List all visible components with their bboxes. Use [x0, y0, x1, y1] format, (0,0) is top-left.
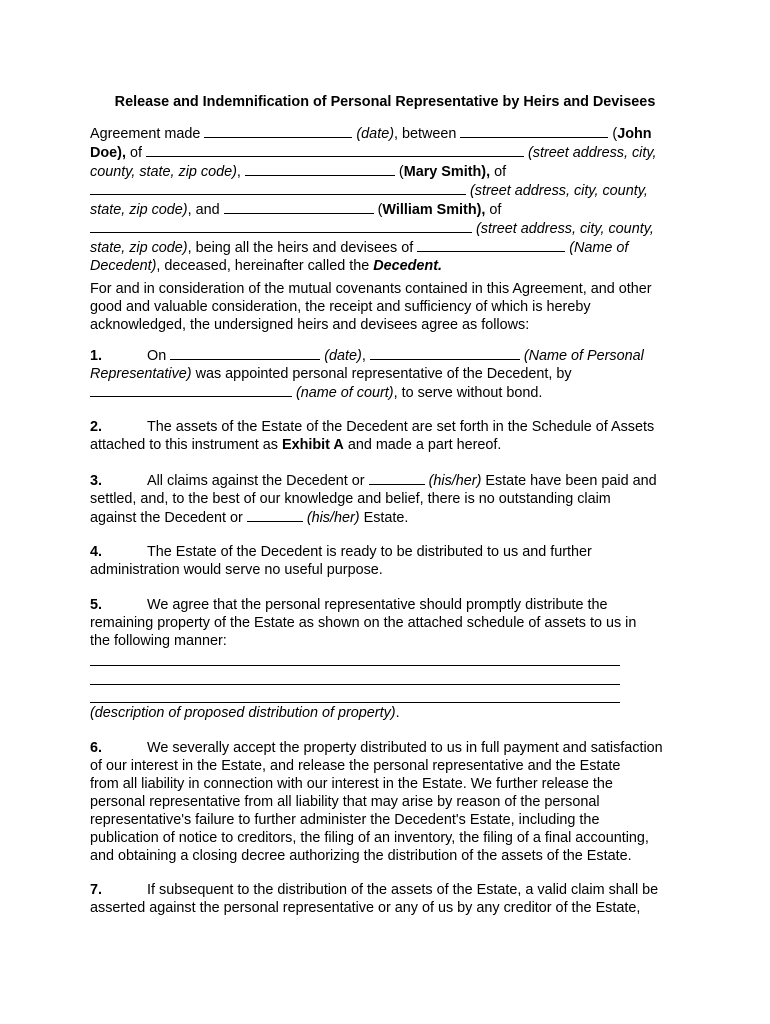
decedent-name-blank[interactable]	[417, 238, 565, 252]
intro-line-6: (street address, city, county,	[90, 219, 690, 238]
intro-line-1: Agreement made (date), between (John	[90, 126, 652, 142]
distribution-description: (description of proposed distribution of property).	[90, 705, 400, 721]
paragraph-5: 5. We agree that the personal representative should promptly distribute the remaining property of the Estate as shown on the attached schedule of assets to us in the following manner:	[90, 597, 637, 649]
paragraph-6: 6. We severally accept the property distributed to us in full payment and satisfaction of our interest in the Estate, and release the personal representative and the Estate from all liability in connection with our interest in the Estate. We further release the personal representative from all liability that may arise by reason of the personal representative's failure to further administer the Decedent's Estate, including the publication of notice to creditors, the filing of an inventory, the filing of a final accounting, and obtaining a closing decree authorizing the distribution of the assets of the Estate.	[90, 740, 663, 864]
document-title: Release and Indemnification of Personal Representative by Heirs and Devisees	[114, 94, 656, 110]
heir2-address-blank[interactable]	[90, 181, 466, 195]
heir1-blank[interactable]	[460, 124, 608, 138]
distribution-line-3[interactable]	[90, 702, 620, 703]
appointment-date-blank[interactable]	[170, 346, 320, 360]
hisher-blank-1[interactable]	[369, 471, 425, 485]
intro-line-7: state, zip code), being all the heirs and devisees of (Name of	[90, 240, 629, 256]
intro-line-8: Decedent), deceased, hereinafter called the Decedent.	[90, 258, 442, 274]
intro-line-5: state, zip code), and (William Smith), of	[90, 202, 502, 218]
intro-paragraph	[90, 124, 690, 275]
heir2-blank[interactable]	[245, 162, 395, 176]
date-blank[interactable]	[204, 124, 352, 138]
paragraph-4: 4. The Estate of the Decedent is ready to be distributed to us and further administration would serve no useful purpose.	[90, 544, 592, 578]
distribution-line-2[interactable]	[90, 684, 620, 685]
paragraph-2: 2. The assets of the Estate of the Decedent are set forth in the Schedule of Assets attached to this instrument as Exhibit A and made a part hereof.	[90, 419, 655, 453]
intro-line-4: (street address, city, county,	[90, 181, 690, 200]
intro-line-3: county, state, zip code), (Mary Smith), of	[90, 164, 507, 180]
heir1-address-blank[interactable]	[146, 143, 524, 157]
paragraph-7: 7. If subsequent to the distribution of the assets of the Estate, a valid claim shall be asserted against the personal representative or any of us by any creditor of the Estate,	[90, 882, 659, 916]
paragraph-3: 3. All claims against the Decedent or (his/her) Estate have been paid and settled, and, to the best of our knowledge and belief, there is no outstanding claim against the Decedent or (his/her) Estate.	[90, 473, 657, 526]
representative-name-blank[interactable]	[370, 346, 520, 360]
intro-line-2: Doe), of (street address, city,	[90, 145, 657, 161]
distribution-line-1[interactable]	[90, 665, 620, 666]
heir3-blank[interactable]	[224, 200, 374, 214]
consideration-paragraph: For and in consideration of the mutual covenants contained in this Agreement, and other good and valuable consideration, the receipt and sufficiency of which is hereby acknowledged, the undersigned heirs and devisees agree as follows:	[90, 281, 652, 333]
heir3-address-blank[interactable]	[90, 219, 472, 233]
heir1-name: John	[617, 126, 652, 142]
court-name-blank[interactable]	[90, 383, 292, 397]
hisher-blank-2[interactable]	[247, 508, 303, 522]
paragraph-1: 1. On (date), (Name of Personal Representative) was appointed personal representative of the Decedent, by (name of court), to serve without bond.	[90, 348, 644, 401]
